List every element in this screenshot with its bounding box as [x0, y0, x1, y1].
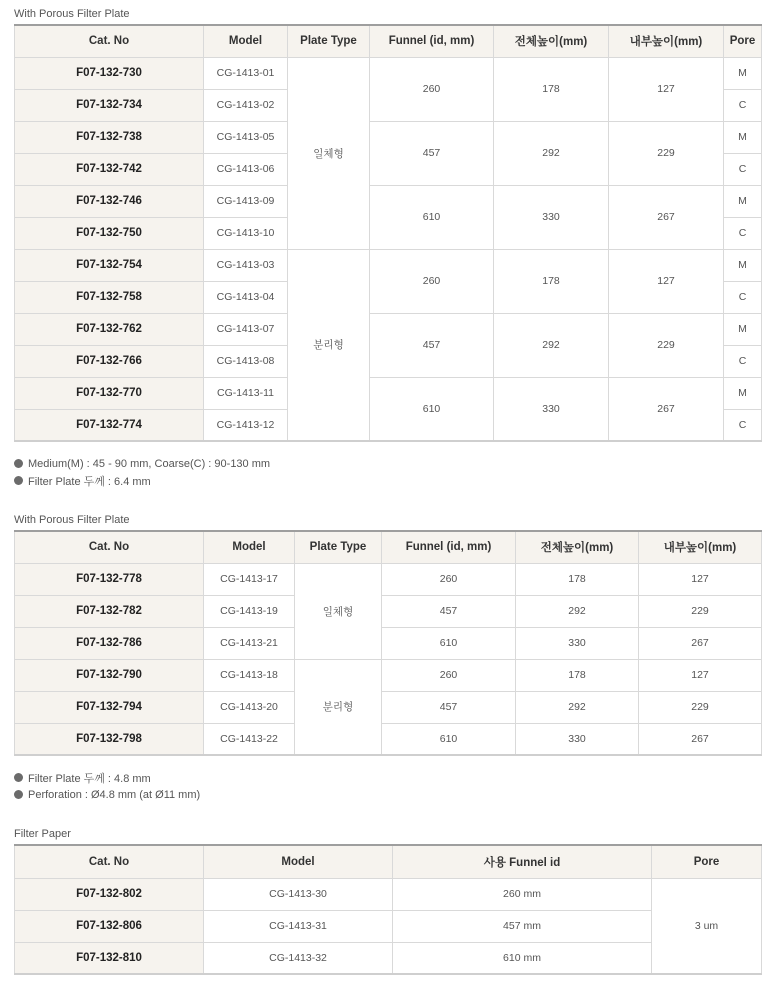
model: CG-1413-12 [204, 409, 288, 441]
note-text: Filter Plate 두께 : 6.4 mm [28, 475, 151, 488]
col-header-plate-type: Plate Type [295, 531, 382, 563]
col-header-cat-no: Cat. No [15, 531, 204, 563]
pore: M [724, 249, 762, 281]
note-item [14, 472, 270, 489]
cat-no: F07-132-778 [15, 563, 204, 595]
table-row [15, 691, 762, 723]
inner-height: 127 [639, 659, 762, 691]
note-item [14, 786, 200, 803]
funnel-id: 260 [382, 563, 516, 595]
table-row [15, 313, 762, 345]
cat-no: F07-132-750 [15, 217, 204, 249]
note-item [14, 769, 200, 786]
col-header-funnel: Funnel (id, mm) [382, 531, 516, 563]
table-row [15, 595, 762, 627]
model: CG-1413-07 [204, 313, 288, 345]
pore: C [724, 153, 762, 185]
section2-title: With Porous Filter Plate [14, 514, 130, 526]
cat-no: F07-132-810 [15, 942, 204, 974]
col-header-total-height: 전체높이(mm) [516, 531, 639, 563]
cat-no: F07-132-798 [15, 723, 204, 755]
col-header-pore: Pore [724, 25, 762, 57]
plate-type: 일체형 [288, 57, 370, 249]
cat-no: F07-132-758 [15, 281, 204, 313]
note-text: Medium(M) : 45 - 90 mm, Coarse(C) : 90-130 mm [28, 457, 271, 470]
model: CG-1413-19 [204, 595, 295, 627]
model: CG-1413-21 [204, 627, 295, 659]
col-header-model: Model [204, 25, 288, 57]
model: CG-1413-04 [204, 281, 288, 313]
funnel-id: 610 [382, 723, 516, 755]
inner-height: 127 [609, 57, 724, 121]
section3-title: Filter Paper [14, 828, 71, 840]
funnel-id: 260 [382, 659, 516, 691]
total-height: 292 [516, 691, 639, 723]
table-row [15, 627, 762, 659]
model: CG-1413-10 [204, 217, 288, 249]
funnel-id: 610 mm [393, 942, 652, 974]
inner-height: 229 [609, 313, 724, 377]
model: CG-1413-11 [204, 377, 288, 409]
total-height: 330 [516, 723, 639, 755]
inner-height: 127 [639, 563, 762, 595]
funnel-id: 260 [370, 249, 494, 313]
funnel-id: 260 mm [393, 878, 652, 910]
cat-no: F07-132-802 [15, 878, 204, 910]
inner-height: 267 [639, 627, 762, 659]
model: CG-1413-03 [204, 249, 288, 281]
funnel-id: 457 [382, 691, 516, 723]
cat-no: F07-132-730 [15, 57, 204, 89]
pore: C [724, 281, 762, 313]
funnel-id: 260 [370, 57, 494, 121]
table-row [15, 249, 762, 281]
cat-no: F07-132-754 [15, 249, 204, 281]
total-height: 178 [516, 563, 639, 595]
col-header-model: Model [204, 845, 393, 878]
pore: 3 um [652, 878, 762, 974]
note-text: Perforation : Ø4.8 mm (at Ø11 mm) [28, 788, 201, 801]
model: CG-1413-17 [204, 563, 295, 595]
col-header-funnel-id: 사용 Funnel id [393, 845, 652, 878]
cat-no: F07-132-782 [15, 595, 204, 627]
cat-no: F07-132-762 [15, 313, 204, 345]
cat-no: F07-132-738 [15, 121, 204, 153]
total-height: 330 [494, 185, 609, 249]
pore: C [724, 409, 762, 441]
model: CG-1413-06 [204, 153, 288, 185]
col-header-model: Model [204, 531, 295, 563]
cat-no: F07-132-794 [15, 691, 204, 723]
bullet-dot-icon [14, 476, 23, 485]
model: CG-1413-20 [204, 691, 295, 723]
funnel-id: 457 [370, 313, 494, 377]
bullet-dot-icon [14, 790, 23, 799]
total-height: 330 [494, 377, 609, 441]
col-header-pore: Pore [652, 845, 762, 878]
model: CG-1413-32 [204, 942, 393, 974]
porous-plate-table-2 [14, 530, 762, 756]
inner-height: 267 [639, 723, 762, 755]
pore: C [724, 217, 762, 249]
pore: M [724, 313, 762, 345]
table-row [15, 910, 762, 942]
inner-height: 229 [609, 121, 724, 185]
inner-height: 229 [639, 595, 762, 627]
inner-height: 127 [609, 249, 724, 313]
bullet-dot-icon [14, 459, 23, 468]
funnel-id: 610 [370, 377, 494, 441]
funnel-id: 457 mm [393, 910, 652, 942]
cat-no: F07-132-766 [15, 345, 204, 377]
funnel-id: 457 [382, 595, 516, 627]
pore: M [724, 377, 762, 409]
table-row [15, 185, 762, 217]
pore: M [724, 185, 762, 217]
table-row [15, 121, 762, 153]
model: CG-1413-18 [204, 659, 295, 691]
pore: M [724, 121, 762, 153]
pore: M [724, 57, 762, 89]
section1-notes [14, 455, 270, 489]
table-row [15, 878, 762, 910]
section1-title: With Porous Filter Plate [14, 8, 130, 20]
cat-no: F07-132-774 [15, 409, 204, 441]
funnel-id: 457 [370, 121, 494, 185]
total-height: 178 [494, 249, 609, 313]
plate-type: 일체형 [295, 563, 382, 659]
note-item [14, 455, 270, 472]
plate-type: 분리형 [288, 249, 370, 441]
section2-notes [14, 769, 200, 803]
filter-paper-table [14, 844, 762, 975]
cat-no: F07-132-746 [15, 185, 204, 217]
model: CG-1413-02 [204, 89, 288, 121]
total-height: 178 [494, 57, 609, 121]
col-header-inner-height: 내부높이(mm) [639, 531, 762, 563]
funnel-id: 610 [382, 627, 516, 659]
porous-plate-table-1 [14, 24, 762, 442]
model: CG-1413-31 [204, 910, 393, 942]
bullet-dot-icon [14, 773, 23, 782]
table-row [15, 942, 762, 974]
model: CG-1413-30 [204, 878, 393, 910]
total-height: 292 [494, 121, 609, 185]
cat-no: F07-132-790 [15, 659, 204, 691]
col-header-plate-type: Plate Type [288, 25, 370, 57]
total-height: 292 [494, 313, 609, 377]
table-row [15, 57, 762, 89]
col-header-funnel: Funnel (id, mm) [370, 25, 494, 57]
pore: C [724, 345, 762, 377]
total-height: 178 [516, 659, 639, 691]
col-header-inner-height: 내부높이(mm) [609, 25, 724, 57]
col-header-cat-no: Cat. No [15, 25, 204, 57]
model: CG-1413-05 [204, 121, 288, 153]
model: CG-1413-08 [204, 345, 288, 377]
model: CG-1413-01 [204, 57, 288, 89]
inner-height: 229 [639, 691, 762, 723]
total-height: 292 [516, 595, 639, 627]
plate-type: 분리형 [295, 659, 382, 755]
cat-no: F07-132-786 [15, 627, 204, 659]
table-row [15, 563, 762, 595]
funnel-id: 610 [370, 185, 494, 249]
pore: C [724, 89, 762, 121]
cat-no: F07-132-770 [15, 377, 204, 409]
table-row [15, 723, 762, 755]
col-header-cat-no: Cat. No [15, 845, 204, 878]
note-text: Filter Plate 두께 : 4.8 mm [28, 772, 151, 785]
total-height: 330 [516, 627, 639, 659]
cat-no: F07-132-742 [15, 153, 204, 185]
model: CG-1413-22 [204, 723, 295, 755]
cat-no: F07-132-806 [15, 910, 204, 942]
cat-no: F07-132-734 [15, 89, 204, 121]
table-row [15, 659, 762, 691]
model: CG-1413-09 [204, 185, 288, 217]
table-row [15, 377, 762, 409]
inner-height: 267 [609, 377, 724, 441]
col-header-total-height: 전체높이(mm) [494, 25, 609, 57]
inner-height: 267 [609, 185, 724, 249]
